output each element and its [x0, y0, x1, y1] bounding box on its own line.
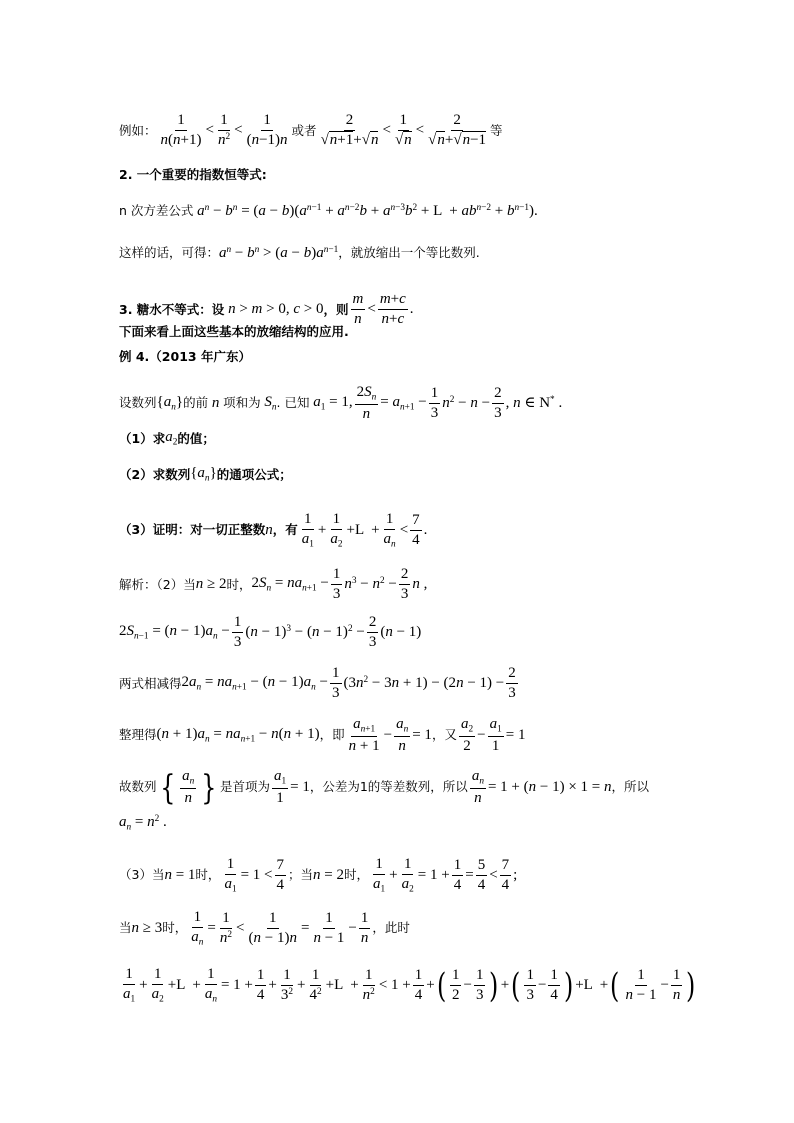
fraction: $\frac{2}{3}$ [368, 614, 377, 651]
fraction: $\frac{7}{4}$ [276, 856, 285, 894]
fraction: $\frac{1}{(n-1)n}$ [246, 112, 288, 149]
fraction: $\frac{a_1}{1}$ [489, 716, 502, 754]
fraction: $\frac{1}{a_2}$ [401, 856, 414, 895]
line-example-inequalities: 例如： $\frac{1}{n(n+1)}$ < $\frac{1}{n^2}$ < $\frac{1}{(n-1)n}$ 或者 $\frac{2}{√n+1+√n}$ < $\frac{1}{√n}$ < $\frac{2}{√n+√n-1}$ 等 [119, 112, 503, 149]
solution-line-7: （3）当 n = 1 时， $\frac{1}{a_1}$ = 1 < $\frac{7}{4}$ ；当 n = 2 时， $\frac{1}{a_1}$ + $\frac{1}{a_2}$ = 1 + $\frac{1}{4}$ = $\frac{5}{4}$ < $\frac{7}{4}$ ; [119, 856, 518, 895]
question-1: （1）求 $a_2$ 的值； [119, 429, 215, 448]
fraction: $\frac{2}{3}$ [494, 384, 502, 422]
question-3: （3）证明：对一切正整数 n ，有 $\frac{1}{a_1}$ + $\frac{1}{a_2}$ +L + $\frac{1}{a_n}$ < $\frac{7}{4}$ . [119, 511, 428, 550]
fraction: $\frac{1}{3}$ [332, 566, 341, 603]
fraction: $\frac{1}{(n - 1)n}$ [248, 909, 297, 947]
fraction: $\frac{1}{4}$ [453, 856, 462, 894]
fraction: $\frac{1}{n^2}$ [217, 112, 231, 149]
line-sugar-water-inequality: 3. 糖水不等式：设 n > m > 0, c > 0 ，则 $\frac{m}{n}$ < $\frac{m+c}{n+c}$ . [119, 291, 414, 328]
solution-line-4: 整理得 $(n + 1)a_n = na_{n+1} - n(n + 1)$ ，即 $\frac{a_{n+1}}{n + 1}$ − $\frac{a_n}{n}$ = 1 ，又 $\frac{a_2}{2}$ − $\frac{a_1}{1}$ = 1 [119, 716, 526, 754]
fraction: $\frac{1}{3}$ [332, 665, 340, 702]
fraction: $\frac{7}{4}$ [412, 511, 420, 549]
solution-line-1: 解析：（2）当 n ≥ 2 时， $2S_n = na_{n+1}$ − $\frac{1}{3}$ $n^3 - n^2$ − $\frac{2}{3}$ n , [119, 566, 428, 603]
fraction: $\frac{7}{4}$ [501, 856, 510, 894]
fraction: $\frac{1}{3}$ [430, 384, 439, 422]
fraction: $\frac{1}{a_1}$ [224, 856, 237, 895]
solution-line-5: 故数列 { $\frac{a_n}{n}$ } 是首项为 $\frac{a_1}{1}$ = 1 ，公差为1的等差数列，所以 $\frac{a_n}{n}$ = 1 + (n − 1) × 1 = n ，所以 [119, 767, 650, 808]
fraction: $\frac{1}{4}$ [414, 966, 423, 1004]
fraction: $\frac{a_2}{2}$ [460, 716, 474, 754]
fraction: $\frac{1}{√n}$ [394, 112, 412, 149]
heading-exponent-identity: 2. 一个重要的指数恒等式: [119, 167, 267, 182]
solution-line-6: $a_n = n^2$ . [119, 814, 167, 833]
solution-line-3: 两式相减得 $2a_n = na_{n+1} - (n - 1)a_n$ − $\frac{1}{3}$ $(3n^2 - 3n + 1) - (2n - 1)$ − $\frac{2}{3}$ [119, 665, 516, 702]
solution-line-8: 当 n ≥ 3 时， $\frac{1}{a_n}$ = $\frac{1}{n^2}$ < $\frac{1}{(n - 1)n}$ = $\frac{1}{n - 1}$ − $\frac{1}{n}$ ，此时 [119, 909, 410, 948]
fraction: $\frac{1}{a_n}$ [191, 909, 204, 948]
fraction: $\frac{1}{n^2}$ [362, 966, 375, 1004]
fraction: $\frac{1}{a_n}$ [204, 966, 217, 1005]
fraction: $\frac{2}{3}$ [400, 566, 409, 603]
fraction: $\frac{a_1}{1}$ [273, 768, 287, 806]
fraction: $\frac{a_{n+1}}{n + 1}$ [348, 716, 380, 754]
fraction: $\frac{1}{4}$ [256, 966, 265, 1004]
fraction: $\frac{1}{n - 1}$ [313, 909, 345, 947]
solution-line-9: $\frac{1}{a_1}$ + $\frac{1}{a_2}$ +L + $\frac{1}{a_n}$ = 1 + $\frac{1}{4}$ + $\frac{1}{3^2}$ + $\frac{1}{4^2}$ +L + $\frac{1}{n^2}$ < 1 + $\frac{1}{4}$ + ( $\frac{1}{2}$ − $\frac{1}{3}$ ) + ( $\frac{1}{3}$ − $\frac{1}{4}$ ) +L + ( $\frac{1}{n - 1}$ − $\frac{1}{n}$ ) [123, 965, 696, 1006]
fraction: $\frac{a_n}{n}$ [471, 768, 484, 806]
fraction: $\frac{1}{3}$ [233, 614, 242, 651]
fraction: $\frac{1}{4^2}$ [309, 966, 322, 1004]
fraction: $\frac{m+c}{n+c}$ [379, 291, 406, 328]
fraction: $\frac{1}{a_2}$ [151, 966, 164, 1005]
fraction: $\frac{1}{n}$ [360, 909, 369, 947]
fraction: $\frac{2S_n}{n}$ [356, 384, 377, 422]
fraction: $\frac{1}{n - 1}$ [625, 966, 657, 1004]
fraction: $\frac{1}{a_n}$ [383, 511, 396, 550]
fraction: $\frac{1}{a_2}$ [330, 511, 343, 550]
fraction: $\frac{1}{3^2}$ [280, 966, 294, 1004]
fraction: $\frac{1}{3}$ [475, 966, 484, 1004]
fraction: $\frac{m}{n}$ [352, 291, 364, 328]
fraction: $\frac{1}{n}$ [672, 966, 681, 1004]
fraction: $\frac{2}{3}$ [508, 665, 516, 702]
fraction: $\frac{1}{a_1}$ [373, 856, 386, 895]
problem-statement: 设数列 $\{a_n\}$ 的前 n 项和为 $S_n$ . 已知 $a_1 = 1$, $\frac{2S_n}{n}$ = $a_{n+1}$ − $\frac{1}{3}$ $n^2 - n$ − $\frac{2}{3}$ , n ∈ N* . [119, 384, 563, 422]
fraction: $\frac{5}{4}$ [477, 856, 486, 894]
fraction: $\frac{2}{√n+√n-1}$ [428, 112, 487, 149]
fraction: $\frac{1}{3}$ [526, 966, 534, 1004]
fraction: $\frac{a_n}{n}$ [182, 768, 195, 806]
fraction: $\frac{1}{n(n+1)}$ [160, 112, 202, 149]
line-difference-of-powers: n 次方差公式 $a^n - b^n = (a - b)(a^{n-1} + a^{n-2}b + a^{n-3}b^2 + L + ab^{n-2} + b^{n-1})$. [119, 203, 538, 220]
line-geometric-bound: 这样的话，可得： $a^n - b^n > (a - b)a^{n-1}$ ，就放缩出一个等比数列. [119, 245, 480, 262]
solution-line-2: $2S_{n-1} = (n - 1)a_n$ − $\frac{1}{3}$ $(n - 1)^3 - (n - 1)^2$ − $\frac{2}{3}$ (n − 1) [119, 614, 422, 651]
fraction: $\frac{1}{2}$ [451, 966, 460, 1004]
fraction: $\frac{a_n}{n}$ [396, 716, 409, 754]
fraction: $\frac{1}{4}$ [550, 966, 558, 1004]
fraction: $\frac{1}{n^2}$ [219, 909, 233, 947]
question-2: （2）求数列 $\{a_n\}$ 的通项公式； [119, 465, 292, 484]
line-application-intro: 下面来看上面这些基本的放缩结构的应用. [119, 324, 349, 339]
fraction: $\frac{2}{√n+1+√n}$ [320, 112, 379, 149]
fraction: $\frac{1}{a_1}$ [301, 511, 314, 550]
fraction: $\frac{1}{a_1}$ [123, 966, 136, 1005]
example-heading: 例 4.（2013 年广东） [119, 349, 251, 364]
